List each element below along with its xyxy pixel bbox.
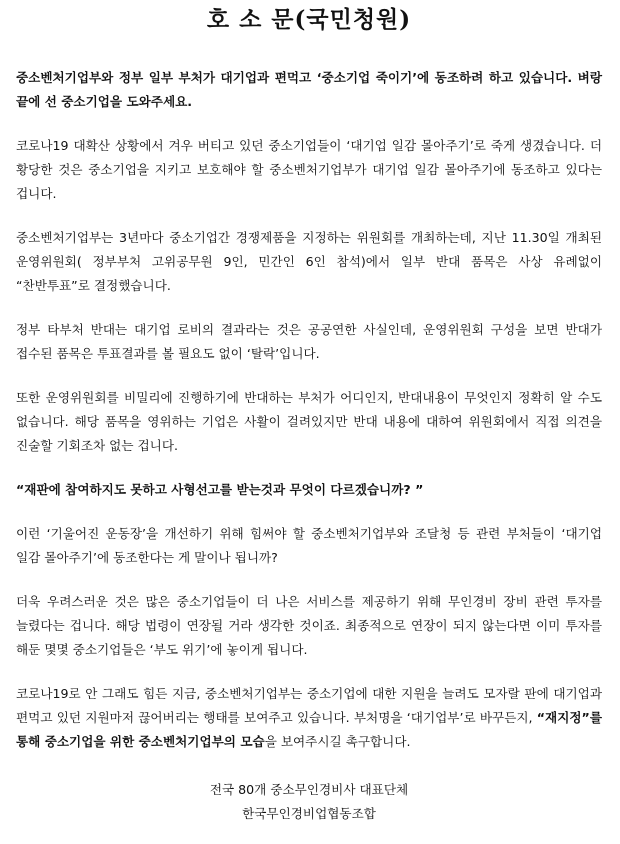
- paragraph-4: 또한 운영위원회를 비밀리에 진행하기에 반대하는 부처가 어디인지, 반대내용이 무엇인지 정확히 알 수도 없습니다. 해당 품목을 영위하는 기업은 사활이 걸려있지만 반대 내용에 대하여 위원회에서 직접 의견을 진술할 기회조차 없는 겁니다.: [16, 390, 602, 453]
- quote-paragraph: “재판에 참여하지도 못하고 사형선고를 받는것과 무엇이 다르겠습니까? ”: [16, 482, 424, 497]
- paragraph-7: [16, 682, 602, 754]
- paragraph-7-text-c: 을 보여주시길 촉구합니다.: [264, 734, 411, 749]
- document-title: 호 소 문(국민청원): [206, 6, 412, 33]
- paragraph-7-text-a: 코로나19로 안 그래도 힘든 지금, 중소벤처기업부는 중소기업에 대한 지원을 늘려도 모자랄 판에 대기업과 편먹고 있던 지원마저 끊어버리는 행태를 보여주고 있습니다. 부처명을 ‘대기업부’로 바꾸든지,: [16, 686, 602, 725]
- signature-line-2: 한국무인경비업협동조합: [242, 806, 376, 821]
- intro-paragraph: 중소벤처기업부와 정부 일부 부처가 대기업과 편먹고 ‘중소기업 죽이기’에 동조하려 하고 있습니다. 벼랑 끝에 선 중소기업을 도와주세요.: [16, 70, 602, 109]
- signature-block: [16, 778, 602, 826]
- paragraph-7-emphasis: “재지정”를 통해 중소기업을 위한 중소벤처기업부의 모습: [16, 710, 602, 749]
- paragraph-6: 더욱 우려스러운 것은 많은 중소기업들이 더 나은 서비스를 제공하기 위해 무인경비 장비 관련 투자를 늘렸다는 겁니다. 해당 법령이 연장될 거라 생각한 것이죠. 최종적으로 연장이 되지 않는다면 이미 투자를 해둔 몇몇 중소기업들은 ‘부도 위기’에 놓이게 됩니다.: [16, 594, 602, 657]
- signature-line-1: 전국 80개 중소무인경비사 대표단체: [209, 782, 409, 797]
- paragraph-1: 코로나19 대확산 상황에서 겨우 버티고 있던 중소기업들이 ‘대기업 일감 몰아주기’로 죽게 생겼습니다. 더 황당한 것은 중소기업을 지키고 보호해야 할 중소벤처기업부가 대기업 일감 몰아주기에 동조하고 있다는 겁니다.: [16, 138, 602, 201]
- paragraph-3: 정부 타부처 반대는 대기업 로비의 결과라는 것은 공공연한 사실인데, 운영위원회 구성을 보면 반대가 접수된 품목은 투표결과를 볼 필요도 없이 ‘탈락’입니다.: [16, 322, 602, 361]
- paragraph-5: 이런 ‘기울어진 운동장’을 개선하기 위해 힘써야 할 중소벤처기업부와 조달청 등 관련 부처들이 ‘대기업 일감 몰아주기’에 동조한다는 게 말이나 됩니까?: [16, 526, 602, 565]
- paragraph-2: 중소벤처기업부는 3년마다 중소기업간 경쟁제품을 지정하는 위원회를 개최하는데, 지난 11.30일 개최된 운영위원회( 정부부처 고위공무원 9인, 민간인 6인 참석)에서 일부 반대 품목은 사상 유례없이 “찬반투표”로 결정했습니다.: [16, 230, 602, 293]
